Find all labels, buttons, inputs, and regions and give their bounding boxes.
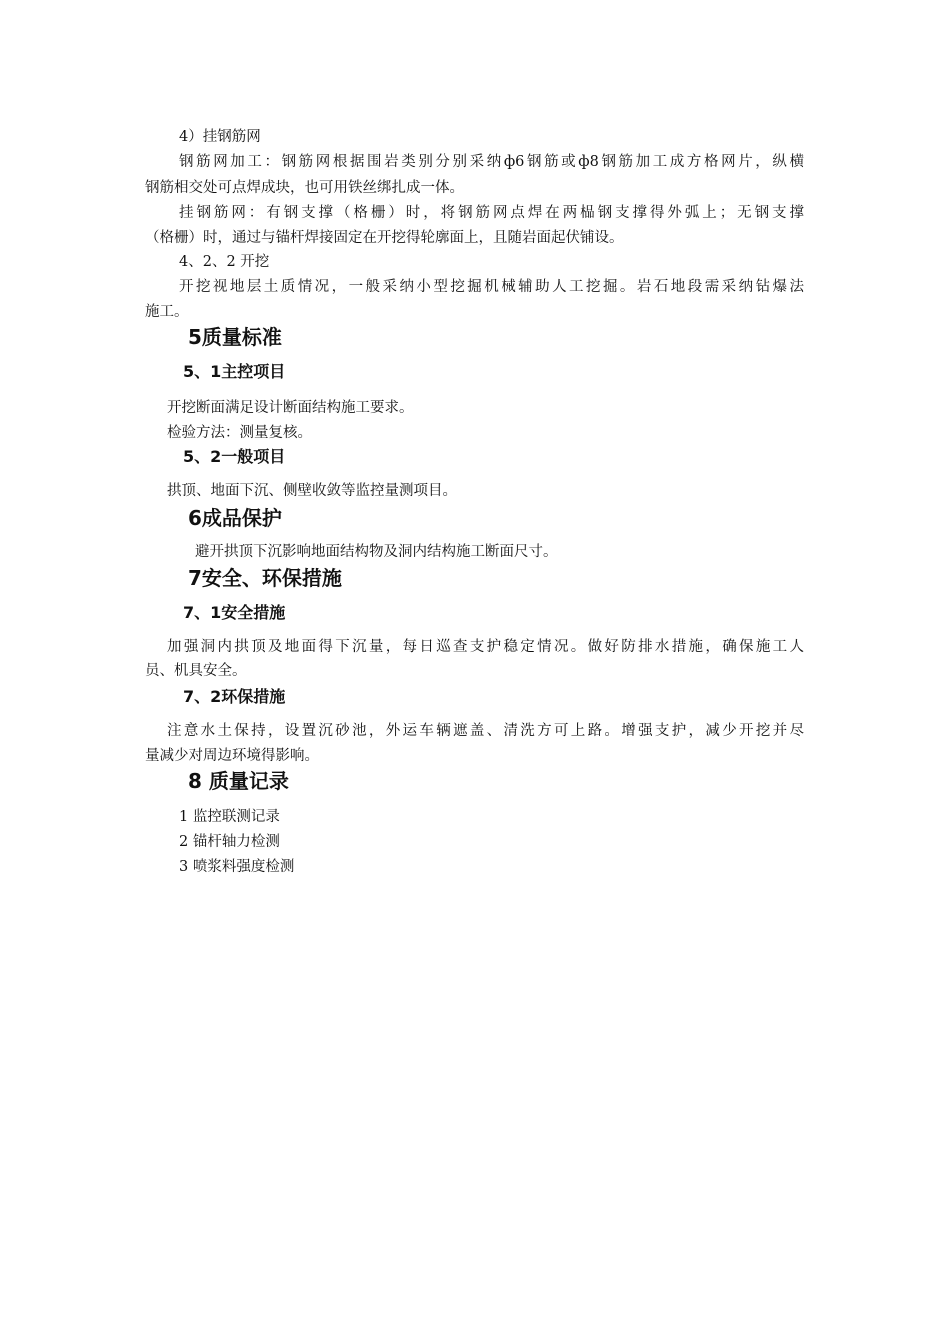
paragraph-line: 加强洞内拱顶及地面得下沉量，每日巡查支护稳定情况。做好防排水措施，确保施工人	[167, 639, 804, 655]
list-item: 1 监控联测记录	[179, 809, 280, 825]
section-heading-5: 5质量标准	[188, 325, 282, 349]
subsection-heading-5-1: 5、1主控项目	[183, 362, 286, 381]
section-heading-6: 6成品保护	[188, 506, 282, 530]
paragraph-line: 注意水土保持，设置沉砂池，外运车辆遮盖、清洗方可上路。增强支护，减少开挖并尽	[167, 723, 804, 739]
paragraph-line: 员、机具安全。	[145, 663, 247, 679]
subsection-heading-7-2: 7、2环保措施	[183, 687, 286, 706]
paragraph-line: 拱顶、地面下沉、侧壁收敛等监控量测项目。	[167, 483, 457, 499]
paragraph-line: 开挖断面满足设计断面结构施工要求。	[167, 400, 414, 416]
paragraph-line: （格栅）时，通过与锚杆焊接固定在开挖得轮廓面上，且随岩面起伏铺设。	[145, 230, 624, 246]
paragraph-line: 量减少对周边环境得影响。	[145, 748, 319, 764]
paragraph-line: 避开拱顶下沉影响地面结构物及洞内结构施工断面尺寸。	[195, 544, 558, 560]
section-heading-8: 8 质量记录	[188, 769, 289, 793]
subsection-heading-5-2: 5、2一般项目	[183, 447, 286, 466]
subsection-heading-hang-gangjinwang: 4）挂钢筋网	[179, 129, 261, 145]
paragraph-line: 检验方法：测量复核。	[167, 425, 312, 441]
paragraph-line: 钢筋网加工：钢筋网根据围岩类别分别采纳ф6钢筋或ф8钢筋加工成方格网片，纵横	[179, 154, 804, 170]
list-item: 2 锚杆轴力检测	[179, 834, 280, 850]
subsection-heading-7-1: 7、1安全措施	[183, 603, 286, 622]
paragraph-line: 钢筋相交处可点焊成块，也可用铁丝绑扎成一体。	[145, 180, 464, 196]
subsection-heading-kaiwa: 4、2、2 开挖	[179, 254, 270, 270]
list-item: 3 喷浆料强度检测	[179, 859, 295, 875]
paragraph-line: 施工。	[145, 304, 189, 320]
paragraph-line: 挂钢筋网：有钢支撑（格栅）时，将钢筋网点焊在两榀钢支撑得外弧上；无钢支撑	[179, 205, 804, 221]
section-heading-7: 7安全、环保措施	[188, 566, 342, 590]
paragraph-line: 开挖视地层土质情况，一般采纳小型挖掘机械辅助人工挖掘。岩石地段需采纳钻爆法	[179, 279, 804, 295]
